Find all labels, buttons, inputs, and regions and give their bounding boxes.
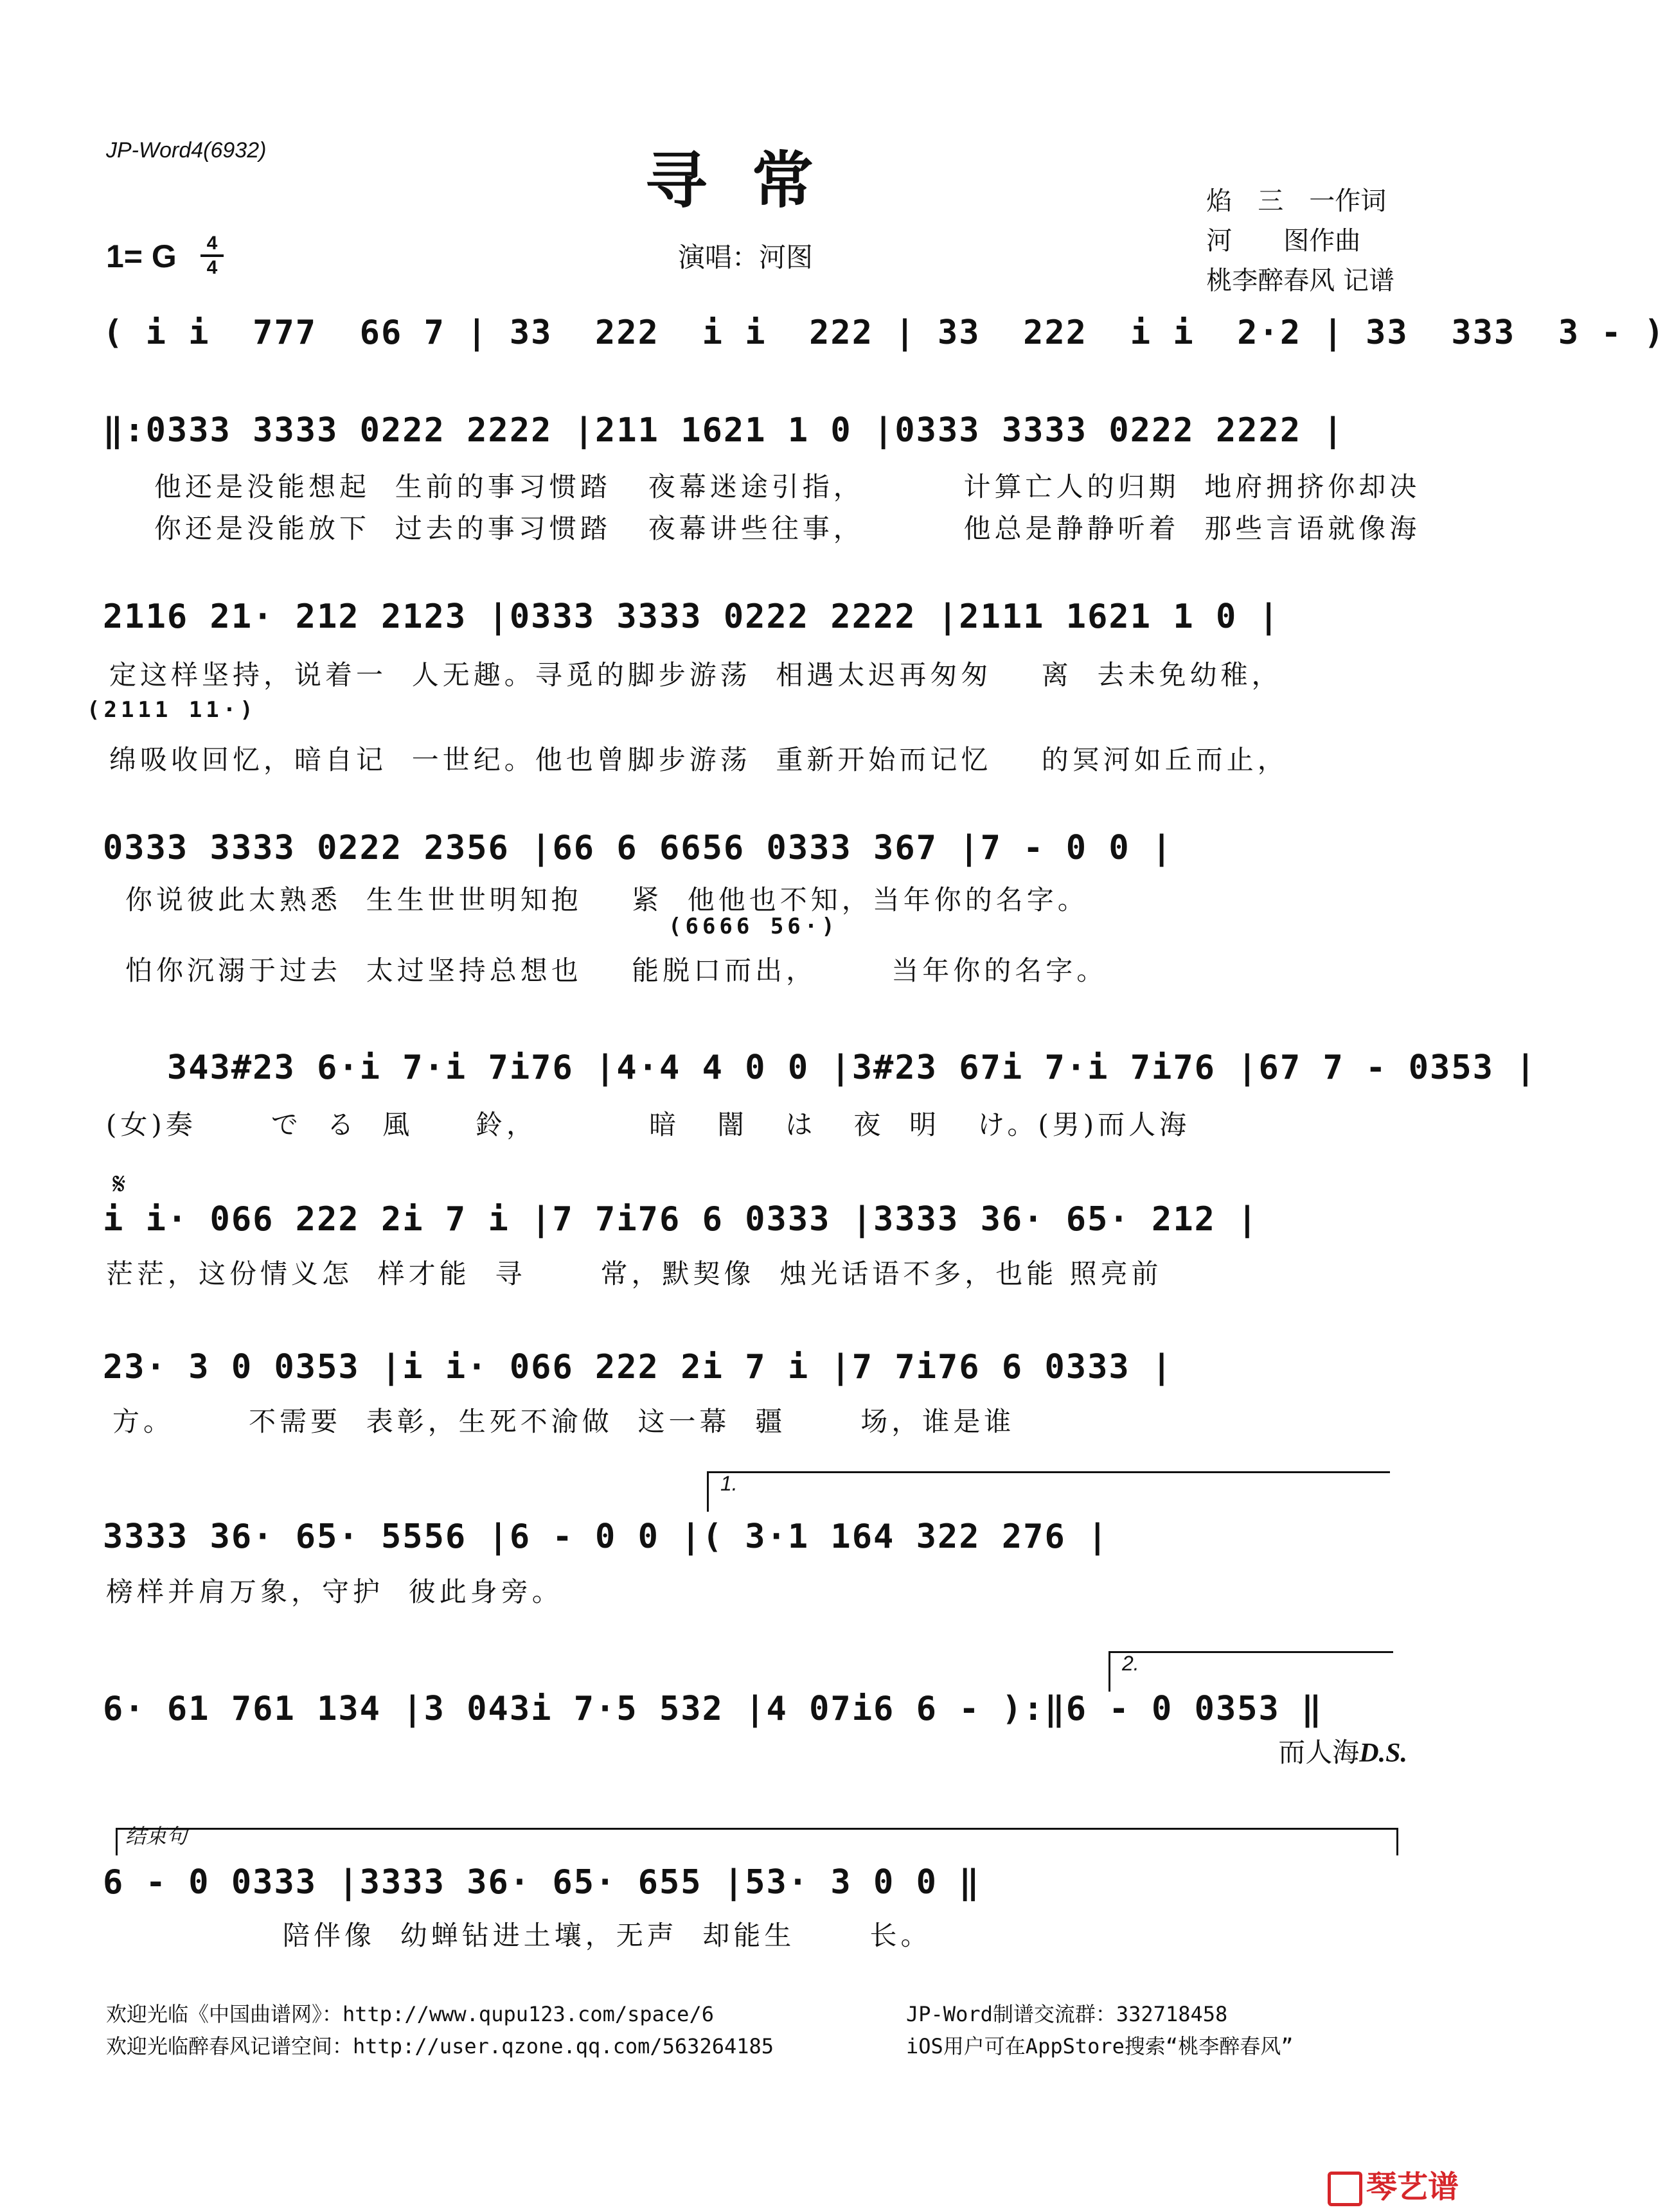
software-label: JP-Word4(6932) [106, 138, 267, 163]
watermark-logo [1328, 2162, 1459, 2206]
ds-marking [1278, 1731, 1407, 1770]
meter-top: 4 [206, 233, 218, 254]
footer-appstore: iOS用户可在AppStore搜索“桃李醉春风” [906, 2034, 1294, 2058]
logo-icon [1328, 2172, 1362, 2206]
ending-bracket [116, 1828, 1398, 1855]
lyric-row-2b: 你还是没能放下 过去的事习惯踏 夜幕讲些往事， 他总是静静听着 那些言语就像海 [154, 513, 1421, 544]
score-row-4: 0333 3333 0222 2356 |66 6 6656 0333 367 |7 - 0 0 | [103, 829, 1173, 867]
ds-sign: D.S. [1359, 1739, 1407, 1768]
segno-mark: 𝄋 [112, 1166, 126, 1202]
lyric-row-10: 陪伴像 幼蝉钻进土壤，无声 却能生 长。 [283, 1920, 932, 1951]
volta-1 [707, 1471, 1390, 1512]
score-row-1: ( i i 777 66 7 | 33 222 i i 222 | 33 222 i i 2·2 | 33 333 3 - ) [103, 314, 1665, 352]
lyric-row-8: 榜样并肩万象，守护 彼此身旁。 [106, 1576, 563, 1607]
lyric-row-7: 方。 不需要 表彰，生死不渝做 这一幕 疆 场，谁是谁 [112, 1406, 1015, 1437]
volta-1-label: 1. [720, 1472, 738, 1495]
credits [1206, 181, 1394, 301]
lyric-row-4a: 你说彼此太熟悉 生生世世明知抱 紧 他他也不知，当年你的名字。 [125, 884, 1089, 916]
lyric-row-4b: 怕你沉溺于过去 太过坚持总想也 能脱口而出， 当年你的名字。 [125, 955, 1108, 986]
footer-link-1[interactable]: 欢迎光临《中国曲谱网》：http://www.qupu123.com/space/6 [106, 2002, 714, 2026]
score-row-10: 6 - 0 0333 |3333 36· 65· 655 |53· 3 0 0 ‖ [103, 1863, 981, 1902]
score-row-6: i i· 066 222 2i 7 i |7 7i76 6 0333 |3333 36· 65· 212 | [103, 1200, 1259, 1239]
volta-2 [1109, 1651, 1393, 1692]
key-signature: 1= G [106, 238, 177, 274]
footer-link-2[interactable]: 欢迎光临醉春风记谱空间：http://user.qzone.qq.com/563264185 [106, 2034, 774, 2058]
lyric-row-3a: 定这样坚持，说着一 人无趣。寻觅的脚步游荡 相遇太迟再匆匆 离 去未免幼稚， [109, 659, 1283, 691]
lyric-row-2a: 他还是没能想起 生前的事习惯踏 夜幕迷途引指， 计算亡人的归期 地府拥挤你却决 [154, 471, 1421, 502]
score-row-7: 23· 3 0 0353 |i i· 066 222 2i 7 i |7 7i76 6 0333 | [103, 1348, 1173, 1386]
score-row-8: 3333 36· 65· 5556 |6 - 0 0 |( 3·1 164 322 276 | [103, 1517, 1109, 1556]
lyricist: 焰 三 一作词 [1206, 186, 1387, 216]
singer: 演唱：河图 [678, 242, 814, 273]
score-row-5: 343#23 6·i 7·i 7i76 |4·4 4 0 0 |3#23 67i 7·i 7i76 |67 7 - 0353 | [103, 1048, 1537, 1087]
score-row-9: 6· 61 761 134 |3 043i 7·5 532 |4 07i6 6 - ):‖6 - 0 0353 ‖ [103, 1690, 1323, 1728]
ds-lyric: 而人海 [1278, 1737, 1360, 1768]
lyric-row-3-alt-notes: (2111 11·) [87, 697, 257, 723]
ending-label: 结束句 [125, 1824, 188, 1848]
lyric-row-6: 茫茫，这份情义怎 样才能 寻 常，默契像 烛光话语不多，也能 照亮前 [106, 1258, 1162, 1289]
lyric-row-3b: 绵吸收回忆，暗自记 一世纪。他也曾脚步游荡 重新开始而记忆 的冥河如丘而止， [109, 744, 1288, 775]
score-row-2: ‖:0333 3333 0222 2222 |211 1621 1 0 |0333 3333 0222 2222 | [103, 411, 1344, 450]
footer-group: JP-Word制谱交流群：332718458 [906, 2002, 1228, 2026]
logo-text: 琴艺谱 [1366, 2169, 1459, 2205]
volta-2-label: 2. [1122, 1652, 1139, 1675]
lyric-row-4-alt-notes: (6666 56·) [668, 914, 839, 939]
score-row-3: 2116 21· 212 2123 |0333 3333 0222 2222 |2111 1621 1 0 | [103, 597, 1280, 636]
time-signature [200, 233, 224, 279]
composer: 河 图作曲 [1206, 226, 1361, 256]
transcriber: 桃李醉春风 记谱 [1206, 266, 1394, 296]
song-title: 寻常 [645, 144, 859, 217]
meter-bottom: 4 [200, 254, 224, 279]
lyric-row-5: (女)奏 で る 風 鈴， 暗 闇 は 夜 明 け。(男)而人海 [106, 1109, 1191, 1140]
